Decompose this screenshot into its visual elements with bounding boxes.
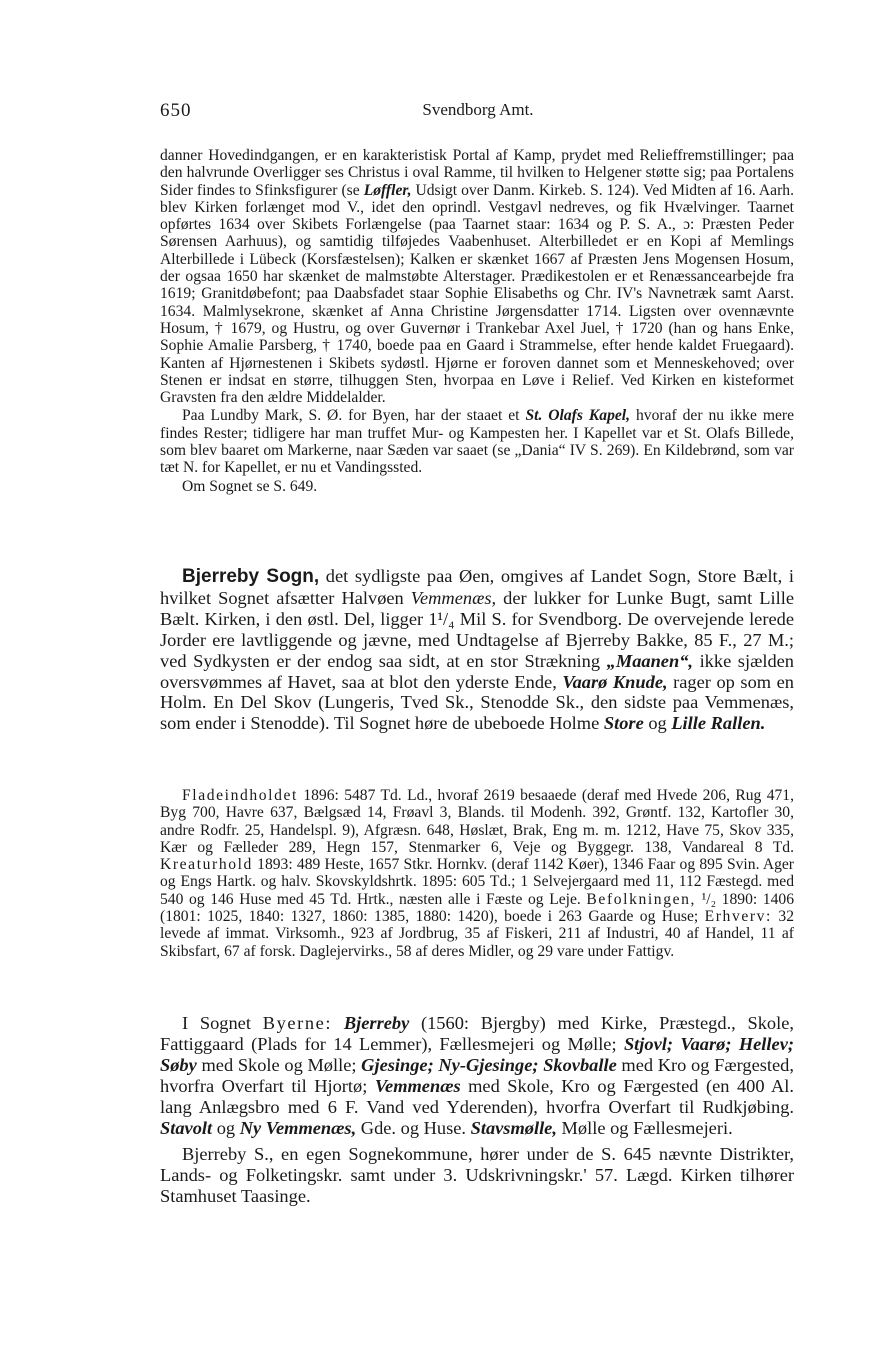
italic-reference: Løffler, [363,181,412,199]
italic-place-name: Vaarø Knude, [562,671,668,692]
village-name: Skovballe [543,1054,617,1075]
text-run: og [643,713,672,734]
villages-block [160,1013,794,1207]
village-name: Stavolt [160,1117,213,1138]
italic-place-name: „Maanen“, [606,650,693,671]
page-header [160,100,796,126]
text-run: med Kro og Færgested, hvorfra Overfart til Hjortø; [160,1054,794,1096]
text-run: med Skole og Mølle; [196,1054,362,1075]
sogn-reference: Om Sognet se S. 649. [182,477,318,495]
text-run: ikke sjælden oversvømmes af Havet, saa at blot den yderste Ende, [160,650,794,692]
village-name: Vaarø; [680,1033,732,1054]
church-paragraph [160,147,794,406]
text-run [731,1034,738,1054]
village-name: Vemmenæs [374,1075,461,1096]
spaced-term: Fladeindholdet [182,787,298,804]
final-paragraph: Bjerreby S., en egen Sognekommune, hører under de S. 645 nævnte Distrikter, Lands- og Folketingskr. samt under 3. Udskrivningskr.' 57. Lægd. Kirken tilhører Stamhuset Taasinge. [160,1144,794,1207]
spaced-term: Befolkningen, [586,890,697,908]
running-title: Svendborg Amt. [422,100,534,119]
bjerreby-intro-block [160,566,794,734]
italic-place-name: Vemmenæs, [410,587,497,608]
text-run: Mølle og Fællesmejeri. [556,1117,733,1138]
italic-place-name: Lille Rallen. [671,713,766,734]
text-run: Gde. og Huse. [356,1117,471,1138]
text-run: der lukker for Lunke Bugt, samt Lille Bælt. Kirken, i den østl. Del, ligger 1¹/₄ Mil S. for Svendborg. De overvejende lerede Jorder ere lavtliggende og jævne, med Undtagelse af Bjerreby Bakke, 85 F., 27 M.; ved Sydkysten er der endog saa sidt, at en stor Strækning [160,587,794,671]
text-run [332,1013,344,1033]
church-description-block [160,147,794,495]
text-run: hvoraf der nu ikke mere findes Rester; tidligere har man truffet Mur- og Kampesten her. I Kapellet var et St. Olafs Billede, som blev baaret om Markerne, naar Sæden var saaet (se „Dania“ IV S. 269). En Kildebrønd, som var tæt N. for Kapellet, er nu et Vandingssted. [160,407,795,477]
text-run: 32 levede af immat. Virksomh., 923 af Jordbrug, 35 af Fiskeri, 211 af Industri, 40 af Handel, 11 af Skibsfart, 67 af forsk. Daglejervirks., 58 af deres Midler, og 29 vare under Fattigv. [160,908,794,960]
village-name: Stjovl; [623,1033,673,1054]
italic-place-name: St. Olafs Kapel, [525,407,631,425]
village-name: Stavsmølle, [470,1117,557,1138]
text-run: 1896: 5487 Td. Ld., hvoraf 2619 besaaede (deraf med Hvede 206, Rug 471, Byg 700, Havre 637, Bælgsæd 14, Frøavl 3, Blands. til Modenh. 392, Grøntf. 132, Kartofler 30, andre Rodfr. 25, Handelspl. 9), Afgræsn. 648, Høslæt, Brak, Eng m. m. 1212, Have 75, Skov 335, Kær og Fælleder 289, Hegn 157, Stenmarker 6, Veje og Byggegr. 138, Vandareal 8 Td. [160,787,794,856]
text-run: 1893: 489 Heste, 1657 Stkr. Hornkv. (deraf 1142 Køer), 1346 Faar og 895 Svin. Ager og Engs Hartk. og halv. Skovskyldshrtk. 1895: 605 Td.; 1 Selvejergaard med 11, 112 Fæstegd. med 540 og 146 Huse med 45 Td. Hrtk., næsten alle i Fæste og Leje. [160,856,794,908]
village-name: Søby [160,1054,197,1075]
spaced-term: Erhverv: [704,908,772,926]
village-name: Bjerreby [343,1013,410,1033]
text-run: danner Hovedindgangen, er en karakteristisk Portal af Kamp, prydet med Relieffremstillinger; paa den halvrunde Overligger ses Christus i oval Ramme, til hvilken to Helgener støtte sig; paa Portalens Sider findes to Sfinksfigurer (se [160,147,794,199]
statistics-block [160,787,794,960]
text-run: det sydligste paa Øen, omgives af Landet Sogn, Store Bælt, i hvilket Sognet afsætter Halvøen [160,566,794,608]
page-number: 650 [160,100,192,121]
text-run: Udsigt over Danm. Kirkeb. S. 124). Ved Midten af 16. Aarh. blev Kirken forlænget mod V., idet den oprindl. Vestgavl nedreves, og fik Hvælvinger. Taarnet opførtes 1634 over Skibets Forlængelse (paa Taarnet staar: 1634 og P. S. A., ɔ: Præsten Peder Sørensen Aarhuus), og samtidig tilføjedes Vaabenhuset. Alterbilledet er en Kopi af Memlings Alterbillede i Lübeck (Korsfæstelsen); Kalken er skænket 1667 af Præsten Jens Mogensen Hosum, der ogsaa 1650 har skænket de malmstøbte Alterstager. Prædikestolen er et Renæssancearbejde fra 1619; Granitdøbefont; paa Daabsfadet staar Sophie Elisabeths og Chr. IV's Navnetræk samt Aarst. 1634. Malmlysekrone, skænket af Anna Christine Jørgensdatter 1714. Ligsten over ovennævnte Hosum, † 1679, og Hustru, og over Guvernør i Trankebar Axel Juel, † 1720 (han og hans Enke, Sophie Amalie Parsberg, † 1740, boede paa en Gaard i Strammelse, efter hende kaldet Fruegaard). Kanten af Hjørnestenen i Skibets sydøstl. Hjørne er foroven dannet som et Menneskehoved; over Stenen er indsat en større, tilhuggen Sten, hvorpaa en Løve i Relief. Ved Kirken en kisteformet Gravsten fra den ældre Middelalder. [160,181,794,407]
spaced-term: Byerne: [262,1013,333,1033]
statistics-paragraph [160,787,794,960]
text-run: rager op som en Holm. En Del Skov (Lungeris, Tved Sk., Stenodde Sk., den sidste paa Vemmenæs, som ender i Stenodde). Til Sognet høre de ubeboede Holme [160,671,794,734]
village-name: Hellev; [738,1033,794,1054]
text-run: Paa Lundby Mark, S. Ø. for Byen, har der staaet et [182,407,526,425]
village-name: Ny Vemmenæs, [239,1117,357,1138]
text-run: ¹/₂ 1890: 1406 (1801: 1025, 1840: 1327, 1860: 1385, 1880: 1420), boede i 263 Gaarde og Huse; [160,890,794,926]
italic-place-name: Store [603,713,644,734]
bjerreby-intro [160,566,794,734]
village-name: Gjesinge; [361,1054,434,1075]
text-run: I Sognet [182,1013,263,1033]
spaced-term: Kreaturhold [160,856,253,874]
text-run: og [212,1117,240,1138]
text-run: med Skole, Kro og Færgested (en 400 Al. lang Anlægsbro med 6 F. Vand ved Yderenden), hvorfra Overfart til Rudkjøbing. [160,1075,794,1117]
text-run: (1560: Bjergby) med Kirke, Præstegd., Skole, Fattiggaard (Plads for 14 Lemmer), Fællesmejeri og Mølle; [160,1013,795,1054]
parish-heading: Bjerreby Sogn, [182,566,320,587]
lundby-paragraph [160,407,794,476]
villages-paragraph [160,1013,794,1138]
village-name: Ny-Gjesinge; [438,1054,539,1075]
